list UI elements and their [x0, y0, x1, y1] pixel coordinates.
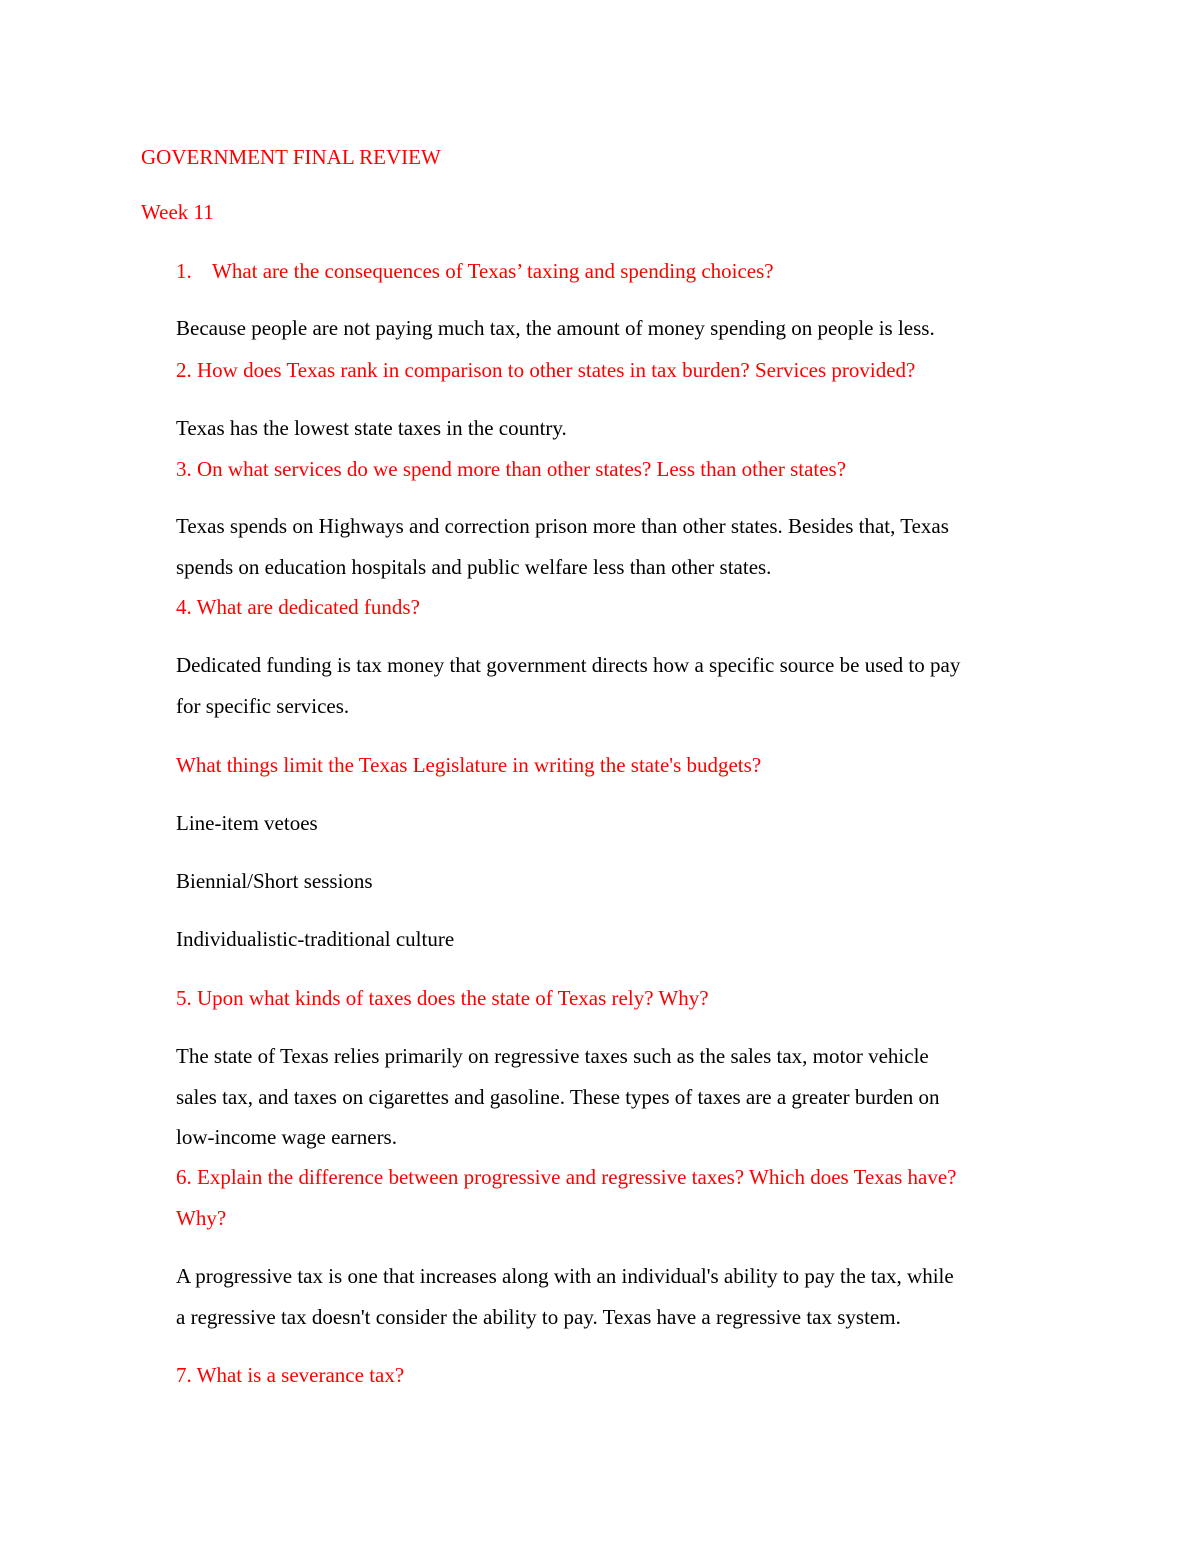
document-title: GOVERNMENT FINAL REVIEW	[141, 145, 441, 169]
answer-1: Because people are not paying much tax, the amount of money spending on people is less.	[176, 316, 935, 340]
answer-6-line-1: A progressive tax is one that increases along with an individual's ability to pay the tax, while	[176, 1264, 954, 1288]
answer-3-line-2: spends on education hospitals and public welfare less than other states.	[176, 555, 772, 579]
answer-6-line-2: a regressive tax doesn't consider the ability to pay. Texas have a regressive tax system.	[176, 1305, 901, 1329]
question-7: 7. What is a severance tax?	[176, 1363, 405, 1387]
question-6-line-1: 6. Explain the difference between progressive and regressive taxes? Which does Texas have?	[176, 1165, 957, 1189]
week-heading: Week 11	[141, 200, 214, 224]
question-5: 5. Upon what kinds of taxes does the state of Texas rely? Why?	[176, 986, 709, 1010]
question-2: 2. How does Texas rank in comparison to other states in tax burden? Services provided?	[176, 358, 916, 382]
limit-item-2: Biennial/Short sessions	[176, 869, 373, 893]
answer-5-line-2: sales tax, and taxes on cigarettes and gasoline. These types of taxes are a greater burden on	[176, 1085, 940, 1109]
question-1-text: What are the consequences of Texas’ taxing and spending choices?	[212, 259, 774, 283]
question-3: 3. On what services do we spend more than other states? Less than other states?	[176, 457, 847, 481]
question-1	[176, 261, 774, 282]
answer-3-line-1: Texas spends on Highways and correction prison more than other states. Besides that, Texas	[176, 514, 949, 538]
limit-item-1: Line-item vetoes	[176, 811, 318, 835]
question-4: 4. What are dedicated funds?	[176, 595, 420, 619]
answer-2: Texas has the lowest state taxes in the country.	[176, 416, 567, 440]
answer-5-line-1: The state of Texas relies primarily on regressive taxes such as the sales tax, motor vehicle	[176, 1044, 929, 1068]
answer-5-line-3: low-income wage earners.	[176, 1125, 397, 1149]
limit-item-3: Individualistic-traditional culture	[176, 927, 455, 951]
answer-4-line-2: for specific services.	[176, 694, 350, 718]
question-6-line-2: Why?	[176, 1206, 227, 1230]
answer-4-line-1: Dedicated funding is tax money that government directs how a specific source be used to pay	[176, 653, 961, 677]
question-1-number: 1.	[176, 259, 192, 283]
question-limits: What things limit the Texas Legislature in writing the state's budgets?	[176, 753, 762, 777]
